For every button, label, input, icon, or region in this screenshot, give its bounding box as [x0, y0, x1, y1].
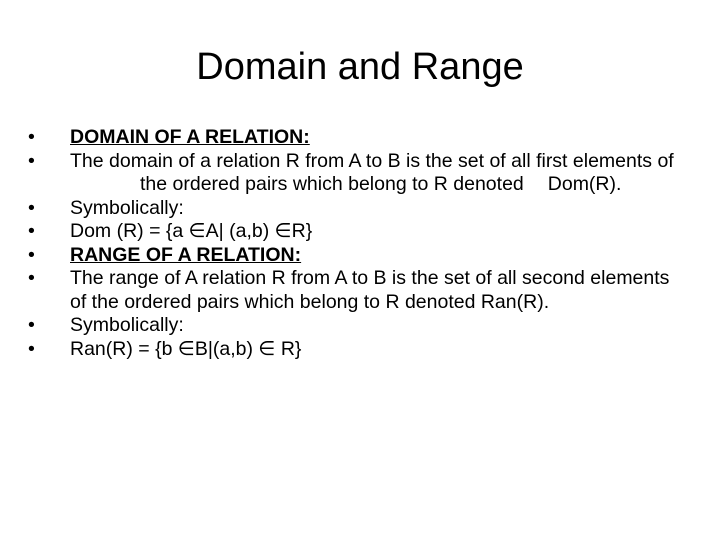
slide-title: Domain and Range	[196, 46, 524, 88]
domain-formula: Dom (R) = {a ∈A| (a,b) ∈R}	[70, 220, 313, 242]
list-item	[28, 197, 688, 221]
bullet-icon: •	[28, 196, 35, 219]
range-formula: Ran(R) = {b ∈B|(a,b) ∈ R}	[70, 337, 302, 360]
bullet-icon: •	[28, 337, 35, 360]
list-item	[28, 220, 688, 244]
bullet-icon: •	[28, 149, 35, 172]
range-heading: RANGE OF A RELATION:	[70, 243, 302, 266]
symbolically-label: Symbolically:	[70, 314, 184, 336]
bullet-icon: •	[28, 314, 35, 336]
domain-definition: The domain of a relation R from A to B is the set of all first elements of	[70, 149, 674, 172]
bullet-icon: •	[28, 243, 35, 266]
symbolically-label: Symbolically:	[70, 196, 184, 219]
bullet-icon: •	[28, 126, 35, 148]
domain-definition-continued: the ordered pairs which belong to R denoted	[140, 173, 524, 195]
list-item	[28, 126, 688, 150]
list-item	[28, 244, 688, 268]
list-item	[28, 150, 688, 197]
list-item	[28, 267, 688, 314]
bullet-list	[28, 126, 688, 361]
bullet-icon: •	[28, 267, 35, 289]
domain-heading: DOMAIN OF A RELATION:	[70, 126, 310, 148]
list-item	[28, 338, 688, 362]
list-item	[28, 314, 688, 338]
domain-definition-notation: Dom(R).	[547, 173, 622, 195]
range-definition: The range of A relation R from A to B is the set of all second elements of the ordered pairs which belong to R denoted Ran(R).	[70, 267, 670, 313]
bullet-icon: •	[28, 220, 35, 242]
